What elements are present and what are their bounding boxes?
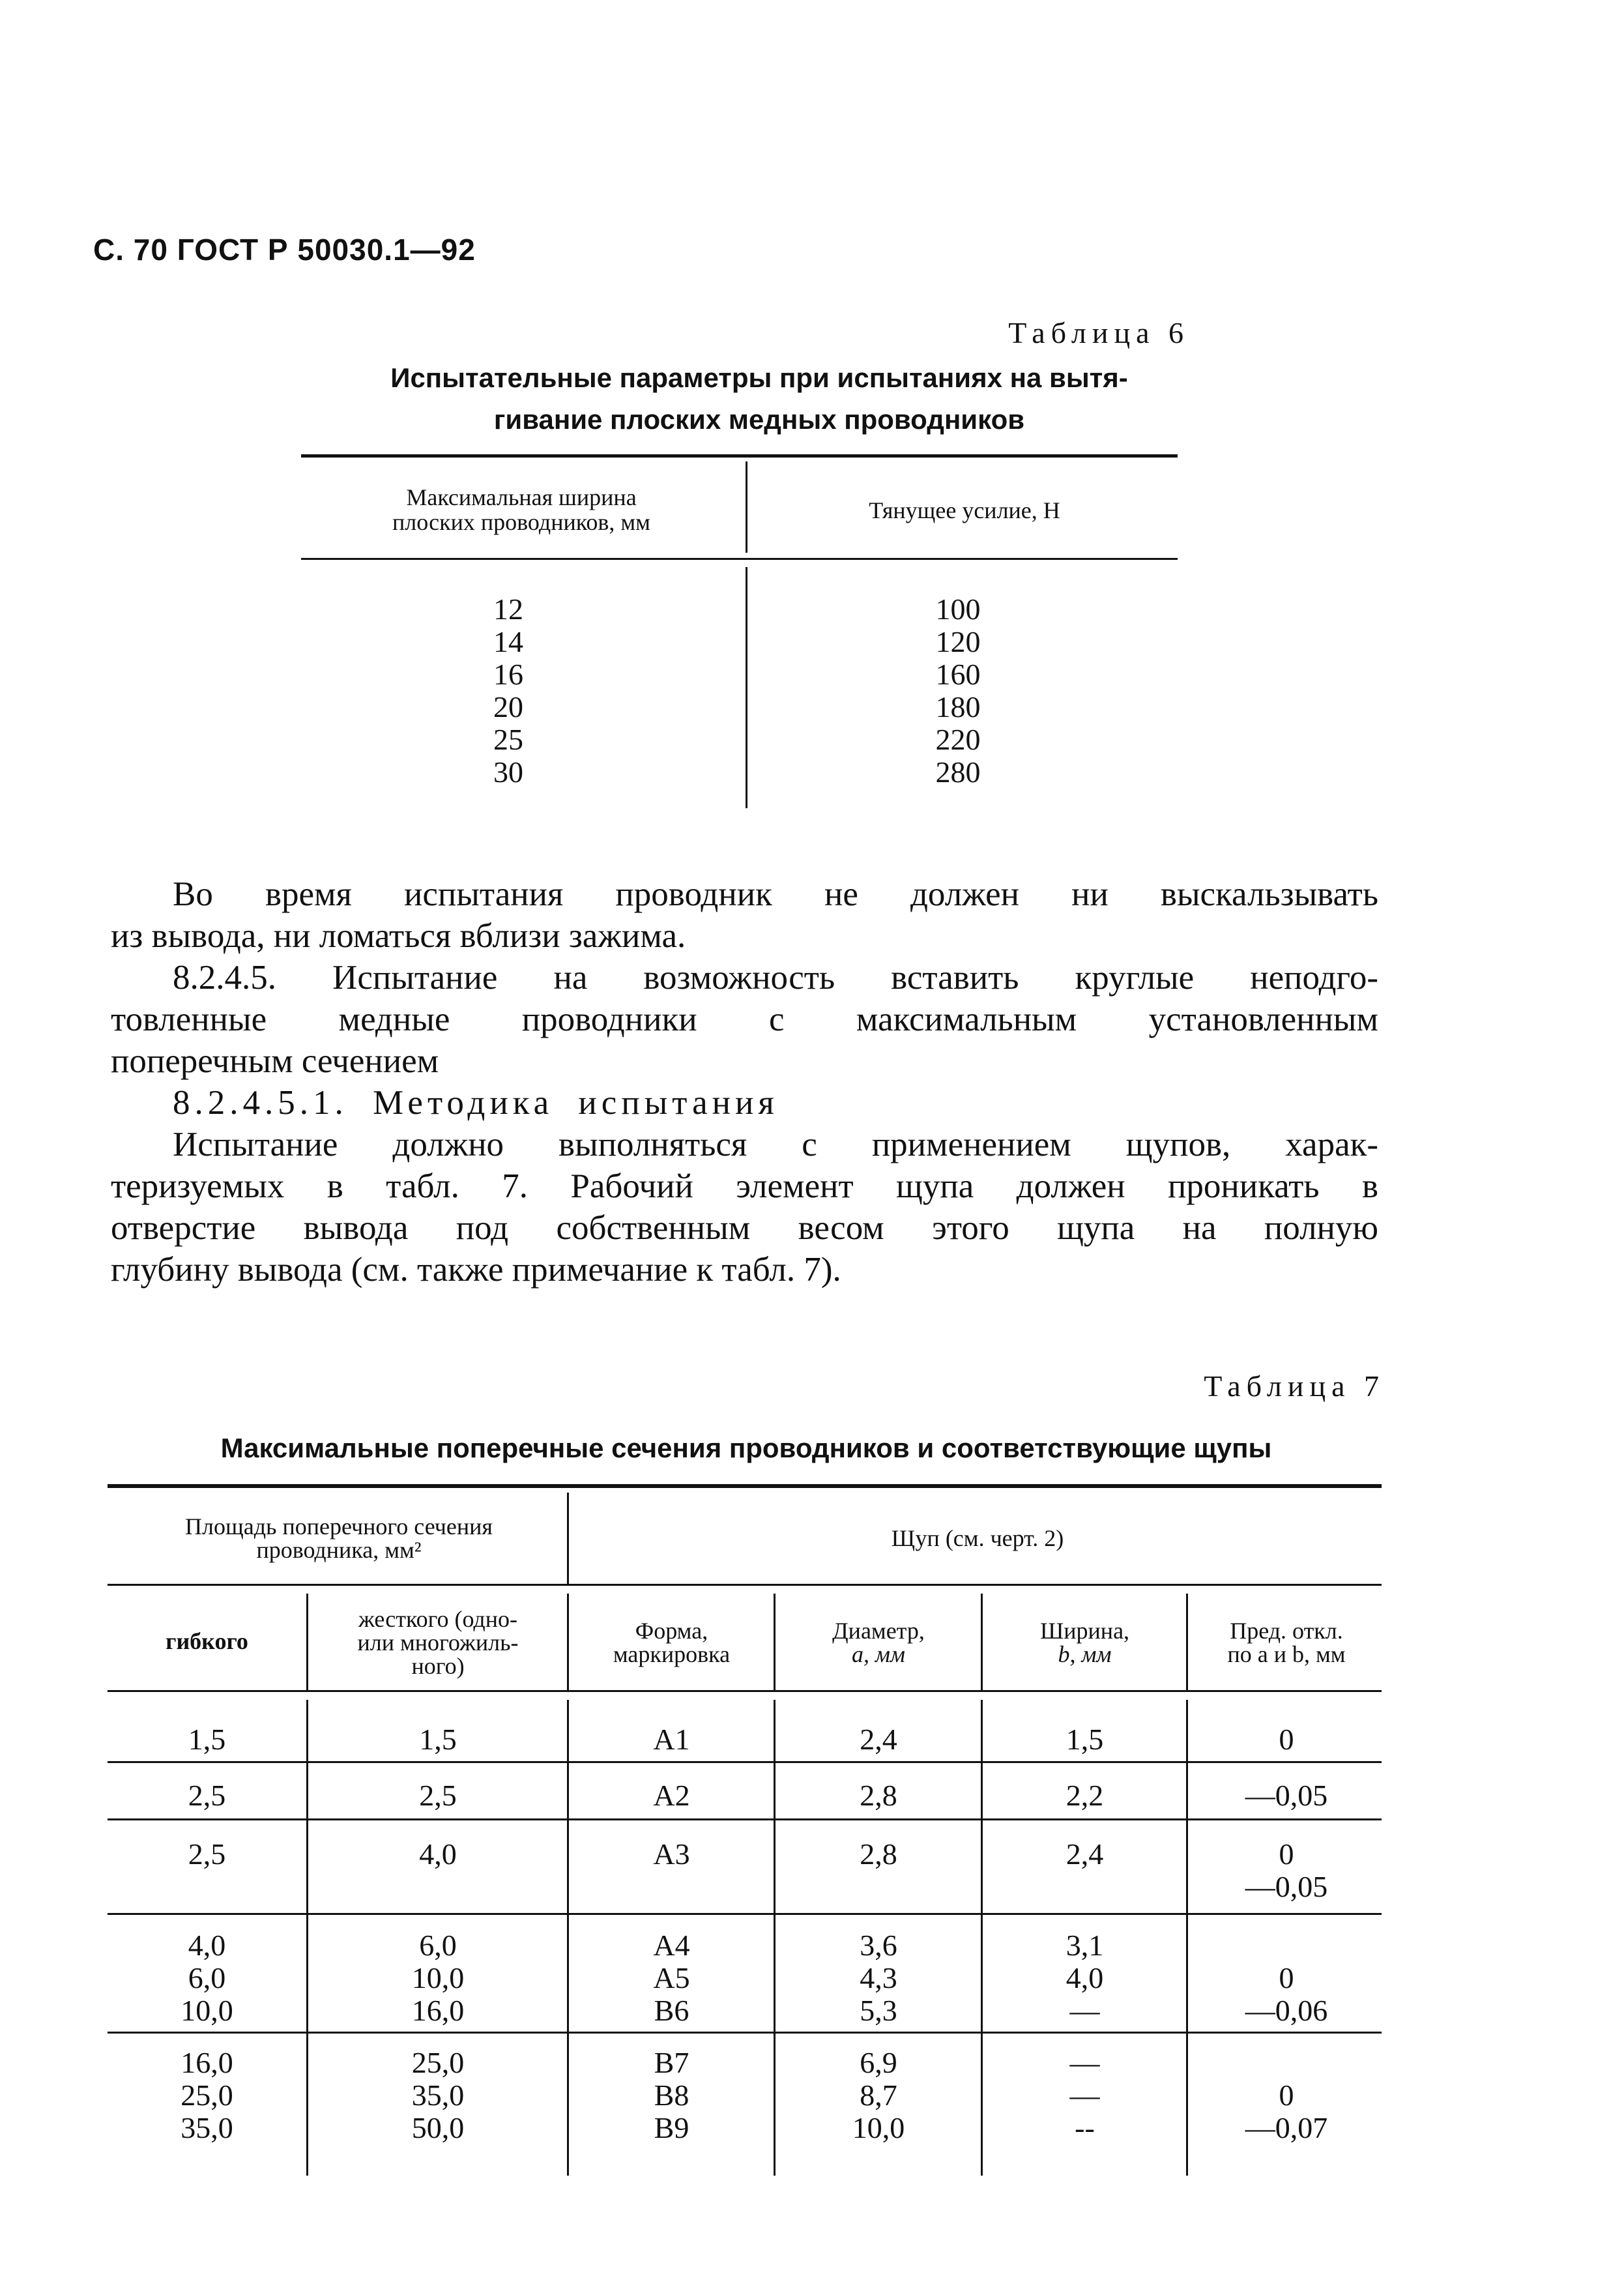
table-7-row-rule (108, 1818, 1382, 1820)
table-7-top-rule (108, 1484, 1382, 1488)
table-7-label: Таблица 7 (1204, 1369, 1385, 1403)
table-7-col-width: Ширина, b, мм (1039, 1618, 1130, 1667)
table-7-header-rule (108, 1690, 1382, 1692)
table-7-group-area-header: Площадь поперечного сечения проводника, мм² (185, 1513, 493, 1563)
table-6-col-force-header: Тянущее усилие, Н (869, 497, 1060, 523)
paragraph-1-line-1: Во время испытания проводник не должен ни выскальзывать (173, 875, 1378, 913)
table-7-body-divider-4 (981, 1700, 983, 2176)
table-row: 120 (935, 625, 981, 658)
paragraph-2-line-3: поперечным сечением (111, 1042, 439, 1080)
table-row: 100 (935, 592, 981, 626)
table-row: 30 (493, 755, 523, 789)
table-7-row-rule (108, 1913, 1382, 1915)
paragraph-2-line-2: товленные медные проводники с максимальным установленным (111, 1000, 1378, 1038)
table-row: 280 (935, 755, 981, 789)
table-7-col-diameter: Диаметр, a, мм (832, 1618, 925, 1667)
table-7-body-divider-1 (306, 1700, 308, 2176)
table-row: 220 (935, 723, 981, 756)
page-header: С. 70 ГОСТ Р 50030.1—92 (93, 233, 476, 267)
table-6-body-divider (746, 567, 747, 808)
table-6-title-line-2: гивание плоских медных проводников (493, 404, 1025, 435)
table-7-col-rigid: жесткого (одно- или многожиль- ного) (357, 1606, 519, 1679)
table-row: 180 (935, 690, 981, 723)
table-7-group-rule (108, 1584, 1382, 1586)
table-7-col-divider-5 (1186, 1594, 1188, 1690)
table-6-force-column (815, 593, 1101, 789)
table-6-label: Таблица 6 (1008, 316, 1189, 349)
table-7-group-probe-header: Щуп (см. черт. 2) (891, 1525, 1064, 1551)
table-7-col-divider-3 (774, 1594, 776, 1690)
table-7-title: Максимальные поперечные сечения проводников и соответствующие щупы (220, 1433, 1272, 1463)
table-7-body-divider-3 (774, 1700, 776, 2176)
table-row: 14 (493, 625, 523, 658)
paragraph-4-line-4: глубину вывода (см. также примечание к табл. 7). (111, 1251, 841, 1289)
table-7-col-flexible: гибкого (166, 1628, 248, 1654)
table-row: 160 (935, 658, 981, 691)
paragraph-4-line-2: теризуемых в табл. 7. Рабочий элемент щупа должен проникать в (111, 1167, 1378, 1205)
table-6-header-rule (301, 558, 1178, 560)
table-7-col-divider-2 (567, 1594, 569, 1690)
table-7-row-rule (108, 1761, 1382, 1763)
paragraph-2-line-1: 8.2.4.5. Испытание на возможность вставить круглые неподго- (173, 959, 1378, 997)
paragraph-4-line-3: отверстие вывода под собственным весом этого щупа на полную (111, 1209, 1378, 1247)
table-6-col-width-header: Максимальная ширина плоских проводников, мм (392, 484, 650, 535)
table-7-col-tolerance: Пред. откл. по a и b, мм (1227, 1618, 1346, 1667)
table-7-group-divider (567, 1493, 569, 1584)
subsection-heading: 8.2.4.5.1. Методика испытания (173, 1084, 779, 1122)
table-7-row-rule (108, 2032, 1382, 2034)
table-6-title-line-1: Испытательные параметры при испытаниях на вытя- (390, 362, 1128, 393)
table-7-col-form: Форма, маркировка (613, 1618, 731, 1667)
table-row: 25 (493, 723, 523, 756)
table-row: 20 (493, 690, 523, 723)
table-row: 16 (493, 658, 523, 691)
paragraph-1-line-2: из вывода, ни ломаться вблизи зажима. (111, 917, 686, 955)
table-7-col-divider-4 (981, 1594, 983, 1690)
table-7-col-divider-1 (306, 1594, 308, 1690)
table-row: 12 (493, 592, 523, 626)
table-7-body-divider-5 (1186, 1700, 1188, 2176)
table-6-top-rule (301, 454, 1178, 458)
table-6-header-divider (746, 461, 747, 553)
table-6-width-column (365, 593, 652, 789)
paragraph-4-line-1: Испытание должно выполняться с применением щупов, харак- (173, 1126, 1378, 1163)
table-7-body-divider-2 (567, 1700, 569, 2176)
